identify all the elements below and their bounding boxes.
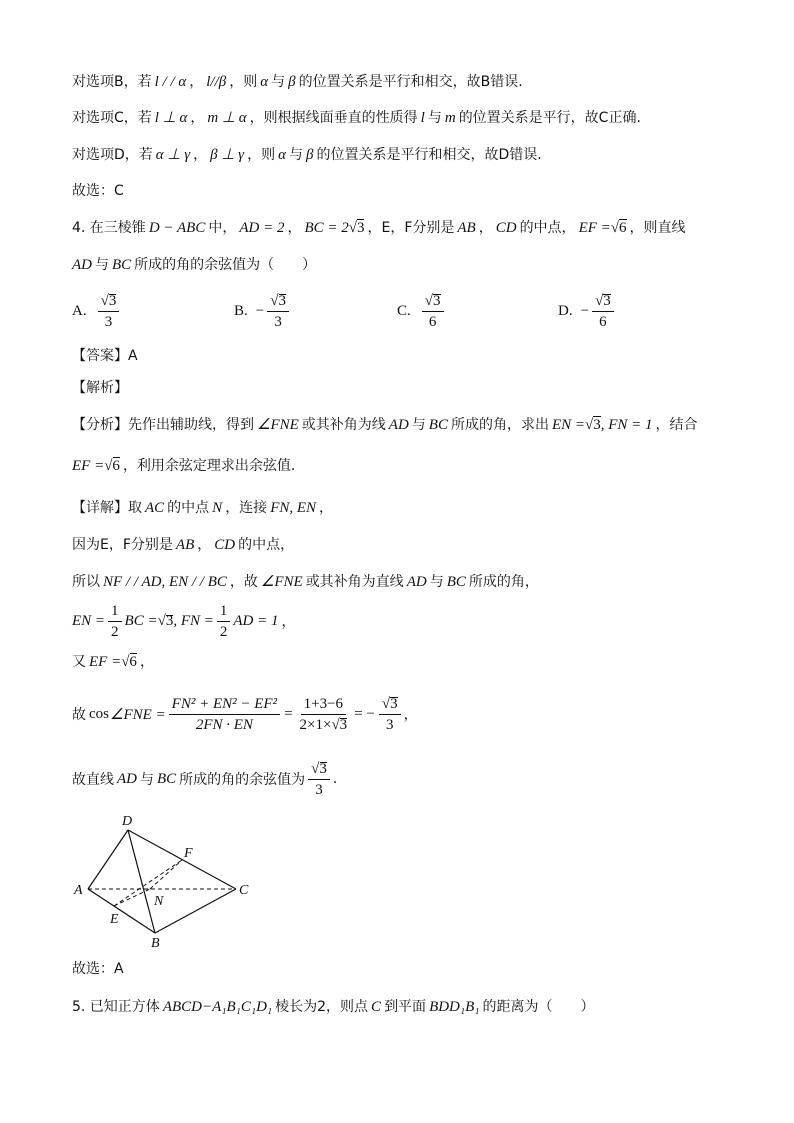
option-d [558,290,617,332]
text: 的位置关系是平行，故C正确. [458,110,641,126]
equals-sign: = [284,705,293,722]
text: 所成的角，求出 [450,417,549,433]
text: 的中点， [519,220,576,236]
text: ，则根据线面垂直的性质得 [249,110,418,126]
math-expr: BC [428,417,448,433]
text: 的位置关系是平行和相交，故D错误. [316,147,542,163]
option-c [397,290,447,332]
math-expr: , FN = [173,612,214,629]
math-expr: ABCD−A₁B₁C₁D₁ [162,999,273,1015]
text: ，则 [247,147,276,163]
text: ，则 [229,74,258,90]
text: 与 [271,74,286,90]
text: 所成的角的余弦值为（ ） [134,257,317,273]
math-expr: CD [214,537,236,553]
text: 的距离为（ ） [482,999,595,1015]
text: 所成的角的余弦值为 [179,772,306,788]
text: ， [139,654,154,670]
text: 的中点 [167,500,210,516]
math-expr: EF = [89,654,122,670]
fraction-numerator [379,695,401,715]
sqrt-expr: √3 [157,612,174,629]
sqrt-expr: √3 [585,414,601,436]
text: ， [189,74,204,90]
sqrt-expr: √3 [424,292,441,309]
math-expr: CD [495,220,517,236]
text: ，故 [229,574,258,590]
analysis-line2 [72,455,295,477]
text: 所以 [72,574,100,590]
text: 中， [208,220,237,236]
text: 的位置关系是平行和相交，故B错误. [298,74,523,90]
math-expr: D − ABC [148,220,206,236]
math-expr: AD = 1 [233,612,279,629]
text: 或其补角为直线 [305,574,404,590]
fraction-denominator: 2 [111,623,119,640]
edge-dc [128,830,236,889]
question-4-stem-line2 [72,254,316,276]
text: 5. 已知正方体 [72,999,160,1015]
option-fraction [422,292,444,331]
math-expr: l ⊥ α [154,110,188,126]
option-d-analysis [72,144,542,166]
text: 因为E，F分别是 [72,537,173,553]
math-var: N [212,500,223,516]
fraction-numerator [267,292,289,312]
option-fraction [98,292,120,331]
text: ， [319,500,334,516]
math-var: α [260,74,269,90]
text: ，E，F分别是 [367,220,455,236]
option-c-analysis [72,107,641,129]
question-5-stem [72,996,594,1018]
fraction-half [108,602,122,641]
math-expr: BDD₁B₁ [429,999,480,1015]
text: 与 [411,417,426,433]
math-expr: AD [72,257,92,273]
choice-a-conclusion [72,958,124,980]
text: ， [190,110,205,126]
math-var: l [420,110,425,126]
text: ，利用余弦定理求出余弦值. [122,458,296,474]
fraction-numerator [592,292,614,312]
option-label: A. [72,302,87,319]
label-a: A [74,883,83,898]
math-expr: ∠FNE [260,574,303,590]
text: 对选项C，若 [72,110,152,126]
math-var: β [288,74,296,90]
text: 对选项B，若 [72,74,152,90]
math-expr: BC = [124,612,158,629]
detail-line4 [72,598,296,644]
text: 所成的角， [468,574,539,590]
text: ， [197,537,212,553]
math-expr: m ⊥ α [207,110,247,126]
math-expr: AD [388,417,409,433]
analysis-line1 [72,414,698,436]
text: 故直线 [72,772,114,788]
fraction-numerator [308,760,330,780]
fraction-denominator [297,715,351,734]
fraction-denominator: 3 [385,716,394,733]
detail-line3 [72,571,539,593]
question-4-stem-line1 [72,217,686,239]
text: 与 [95,257,109,273]
fraction-numerator: 1 [217,602,231,622]
text: ， [281,614,296,630]
math-expr: AD [406,574,427,590]
detail-line6-cosine [72,691,418,737]
sqrt-expr: √6 [611,217,627,239]
option-a [72,290,122,332]
fraction-denominator: 2 [219,623,228,640]
label-e: E [110,912,119,927]
math-expr: EF = [72,458,105,474]
math-expr: AC [145,500,165,516]
text: 对选项D，若 [72,147,153,163]
segment-ef [114,860,182,906]
sqrt-expr: √3 [381,695,398,712]
text: ，结合 [655,417,698,433]
label-n: N [154,894,164,909]
choice-c-conclusion [72,180,124,202]
text: ， [193,147,208,163]
option-fraction [267,292,289,331]
math-expr: AB [457,220,476,236]
text: 4. 在三棱锥 [72,220,146,236]
segment-nf [150,860,182,889]
math-var: β [305,147,314,163]
cos-function: cos [89,705,109,722]
text: 故选：A [72,961,124,977]
text: 【分析】先作出辅助线，得到 [72,417,254,433]
sqrt-expr: √6 [104,455,120,477]
text: 又 [72,654,86,670]
detail-line7-conclusion [72,756,337,802]
option-label: B. [234,302,248,319]
option-sign: − [255,302,265,319]
denominator-product: 2×1× [299,716,332,733]
label-f: F [184,846,193,861]
math-expr: AB [175,537,195,553]
sqrt-expr: √3 [349,217,365,239]
fraction-denominator: 3 [315,781,323,798]
text: 【答案】A [72,348,138,364]
fraction-denominator: 2FN · EN [195,716,253,733]
text: ，则直线 [629,220,686,236]
math-expr: AD = 2 [239,220,285,236]
detail-line1 [72,497,333,519]
text: . [332,771,338,787]
detail-line5 [72,651,154,673]
fraction-denominator: 3 [274,313,282,330]
analysis-heading [72,377,128,399]
math-expr: AD [117,770,137,787]
text: ， [287,220,302,236]
text: 与 [140,772,154,788]
text: ， [478,220,493,236]
answer-label [72,345,138,367]
text: 或其补角为线 [301,417,386,433]
tetrahedron-figure [70,810,260,952]
result-fraction [308,760,330,799]
math-expr: BC [157,770,177,787]
option-label: D. [558,302,573,319]
text: 故选：C [72,183,124,199]
text: 与 [429,574,444,590]
edge-da [88,830,128,889]
math-expr: EF = [578,220,611,236]
sqrt-expr: √6 [121,651,137,673]
math-var: α [278,147,286,163]
fraction-numerator [98,292,120,312]
text: 棱长为2，则点 [275,999,369,1015]
math-expr: α ⊥ γ [155,147,191,163]
math-expr: l//β [206,74,227,90]
option-b [234,290,292,332]
text: 【解析】 [72,380,128,396]
label-d: D [122,814,133,829]
label-c: C [239,883,249,898]
sqrt-expr: √3 [311,760,327,777]
option-label: C. [397,302,411,319]
label-b: B [151,936,160,951]
math-expr: l / / α [154,74,187,90]
cosine-law-fraction [169,695,280,734]
math-var: m [444,110,456,126]
fraction-numerator: FN² + EN² − EF² [169,695,280,715]
math-expr: β ⊥ γ [210,147,245,163]
sqrt-expr: √3 [270,292,286,309]
option-b-analysis [72,71,523,93]
sqrt-expr: √3 [331,716,348,733]
text: 到平面 [384,999,427,1015]
text: ，连接 [225,500,268,516]
detail-line2 [72,534,294,556]
fraction-half [217,602,231,641]
text: ， [403,707,418,723]
text: 的中点， [238,537,295,553]
sqrt-expr: √3 [100,292,117,309]
text: 故 [72,707,86,723]
fraction-numerator: 1+3−6 [301,695,346,715]
math-expr: EN = [551,417,585,433]
sqrt-expr: √3 [595,292,611,309]
math-expr: BC [112,257,132,273]
fraction-denominator: 6 [428,313,437,330]
numeric-fraction [297,695,351,734]
math-expr: EN = [72,612,106,629]
equals-negative: = − [354,705,375,722]
math-expr: FN, EN [270,500,317,516]
fraction-denominator: 3 [104,313,113,330]
option-sign: − [580,302,590,319]
text: 与 [288,147,303,163]
result-fraction [379,695,401,734]
text: 【详解】取 [72,500,142,516]
option-fraction [592,292,614,331]
fraction-numerator [422,292,444,312]
math-expr: ∠FNE [257,417,299,433]
math-expr: BC [446,574,466,590]
math-expr: BC = 2 [304,220,349,236]
math-var: C [371,999,382,1015]
math-expr: ∠FNE = [110,706,166,723]
math-expr: NF / / AD, EN / / BC [103,574,227,590]
fraction-denominator: 6 [599,313,607,330]
text: 与 [427,110,442,126]
math-expr: , FN = 1 [600,417,653,433]
fraction-numerator: 1 [108,602,122,622]
edge-bc [155,889,236,933]
